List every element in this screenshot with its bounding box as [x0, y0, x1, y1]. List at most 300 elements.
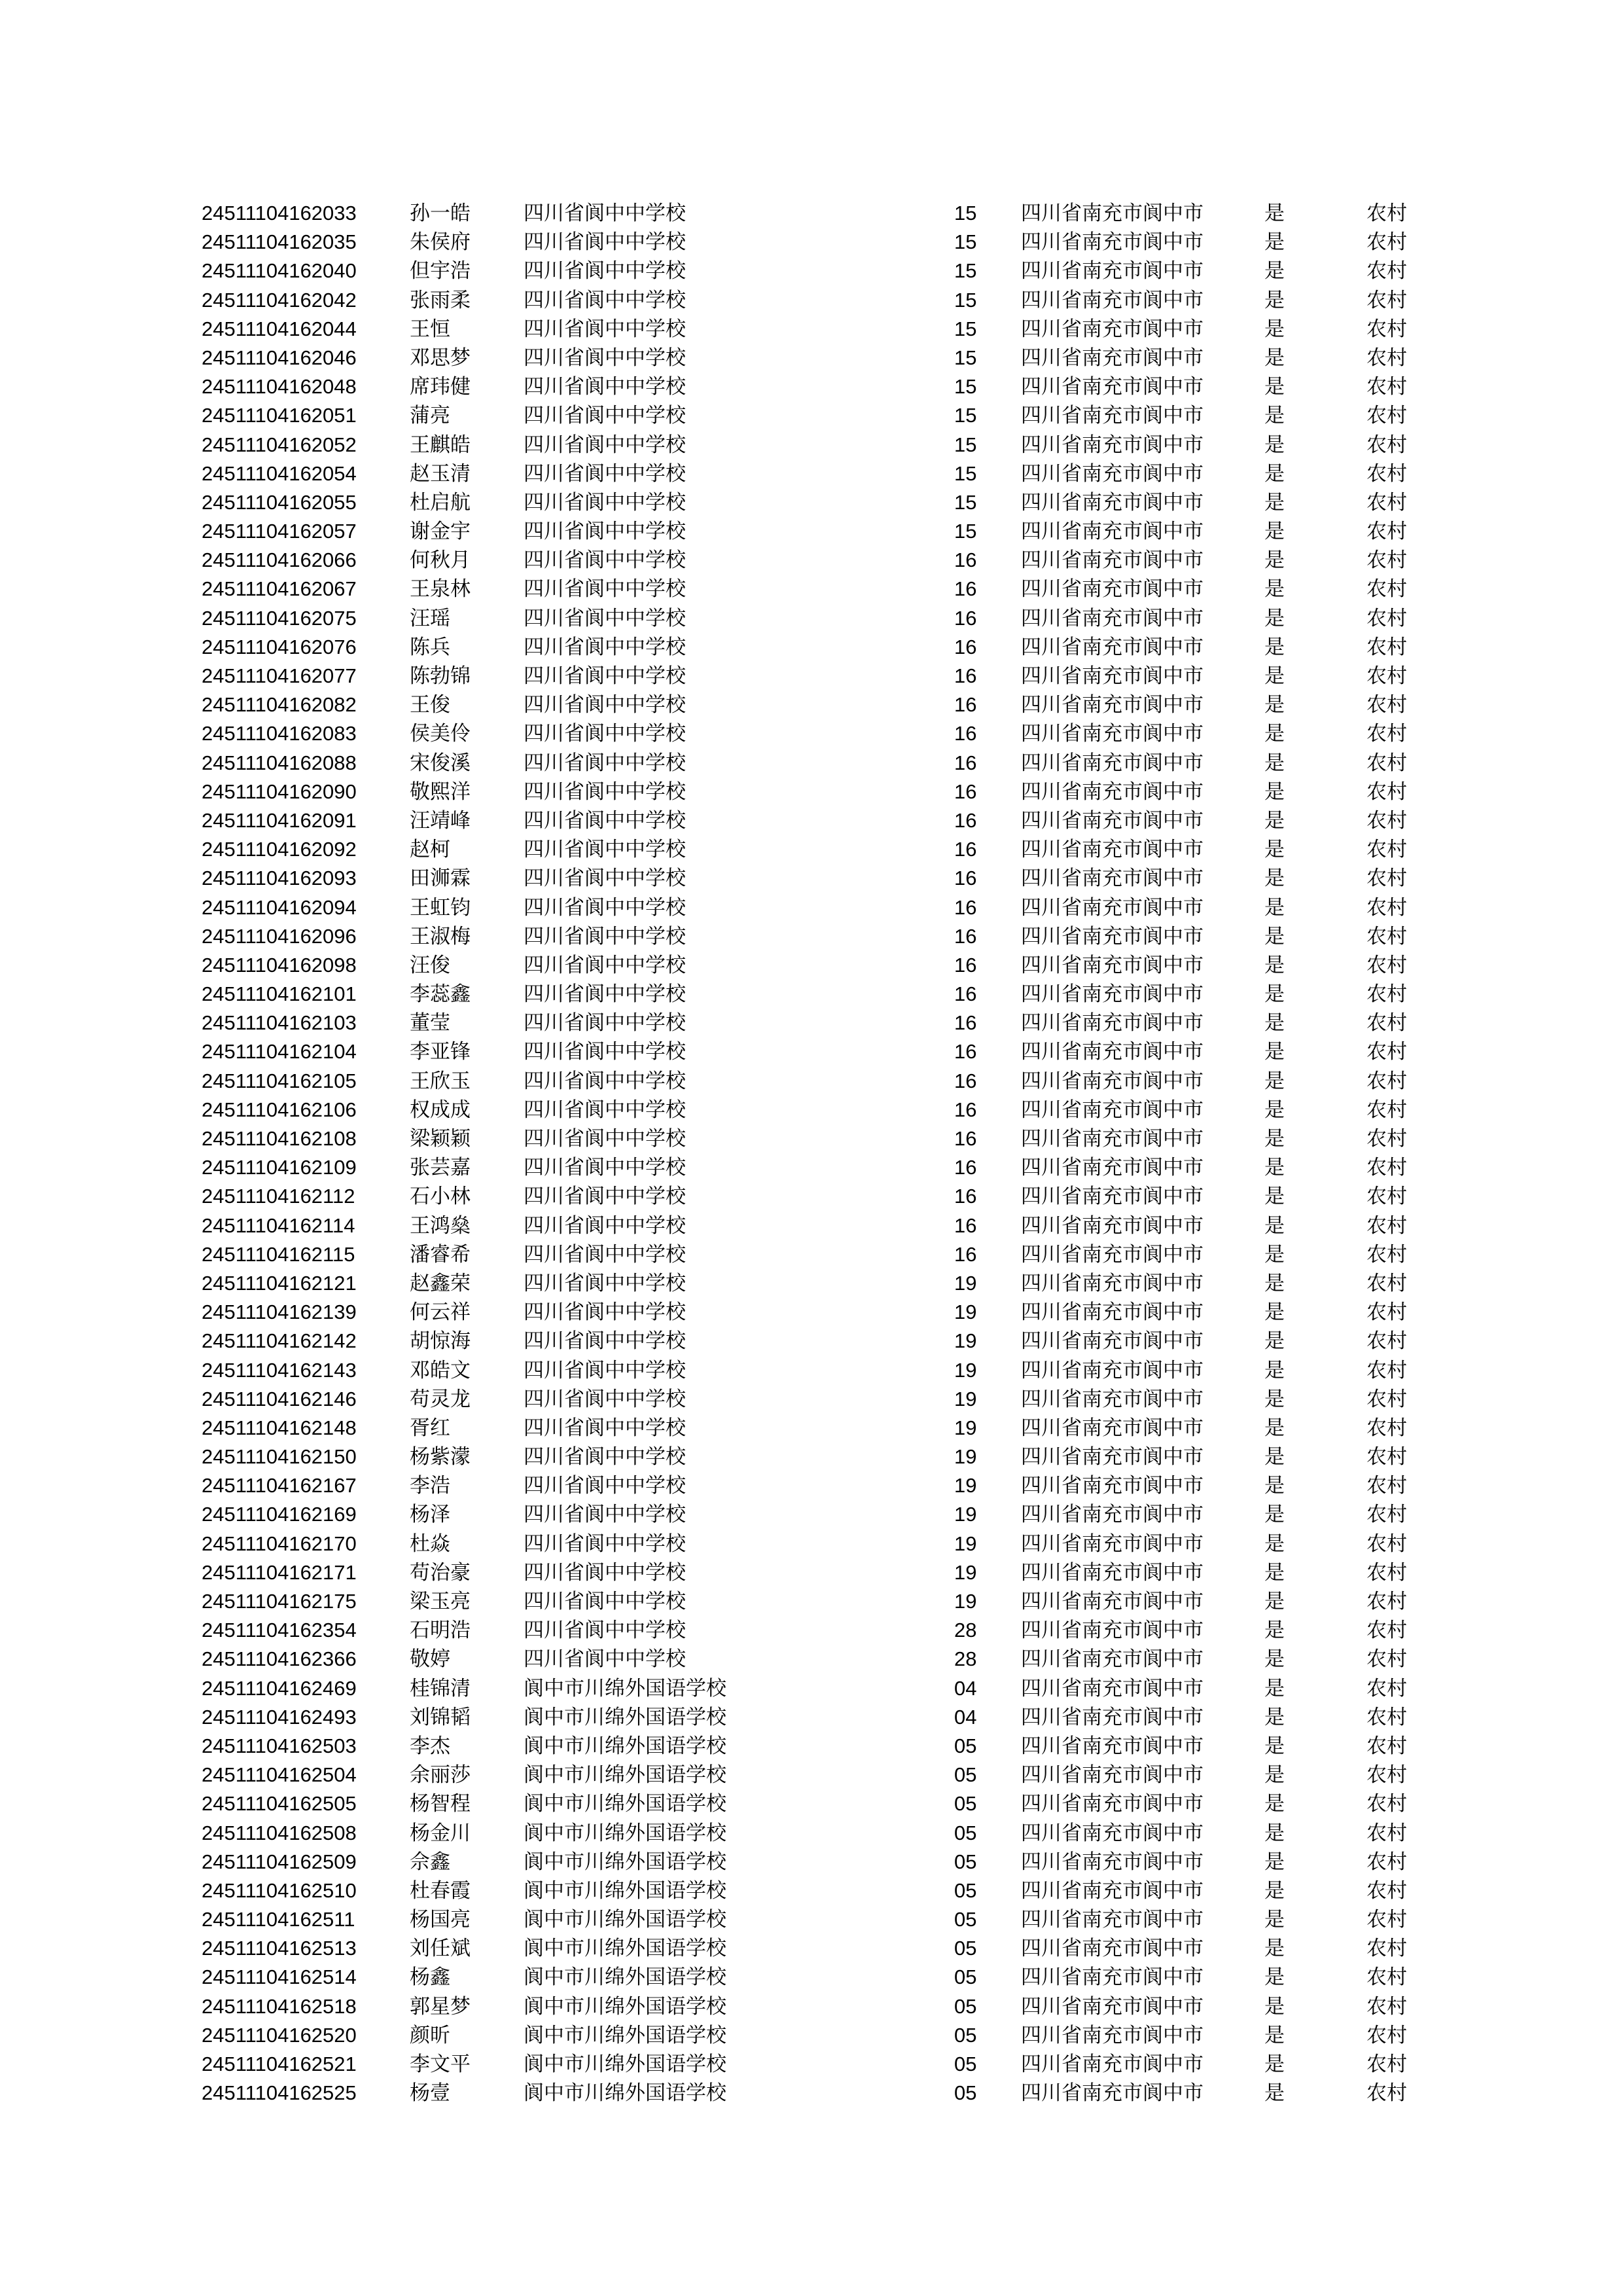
- exam-id-cell: 24511104162493: [202, 1705, 357, 1729]
- residence-type-cell: 农村: [1366, 1908, 1407, 1932]
- student-name-cell: 郭星梦: [410, 1994, 471, 2018]
- flag-cell: 是: [1264, 1850, 1285, 1874]
- region-cell: 四川省南充市阆中市: [1021, 1387, 1204, 1411]
- flag-cell: 是: [1264, 1503, 1285, 1527]
- flag-cell: 是: [1264, 1069, 1285, 1093]
- table-row: [202, 344, 1432, 372]
- student-name-cell: 梁颖颖: [410, 1127, 471, 1151]
- exam-id-cell: 24511104162106: [202, 1098, 357, 1121]
- class-code-cell: 05: [954, 1937, 977, 1960]
- flag-cell: 是: [1264, 1878, 1285, 1903]
- exam-id-cell: 24511104162143: [202, 1358, 357, 1382]
- exam-id-cell: 24511104162505: [202, 1792, 357, 1816]
- school-cell: 四川省阆中中学校: [524, 780, 686, 804]
- class-code-cell: 05: [954, 1734, 977, 1757]
- region-cell: 四川省南充市阆中市: [1021, 1040, 1204, 1064]
- exam-id-cell: 24511104162044: [202, 317, 357, 340]
- exam-id-cell: 24511104162052: [202, 433, 357, 456]
- class-code-cell: 15: [954, 202, 977, 224]
- class-code-cell: 16: [954, 722, 977, 745]
- class-code-cell: 15: [954, 490, 977, 514]
- table-row: [202, 1124, 1432, 1153]
- student-name-cell: 杨泽: [410, 1503, 450, 1527]
- exam-id-cell: 24511104162051: [202, 404, 357, 427]
- student-name-cell: 李文平: [410, 2053, 471, 2076]
- exam-id-cell: 24511104162057: [202, 520, 357, 543]
- school-cell: 四川省阆中中学校: [524, 1213, 686, 1238]
- class-code-cell: 16: [954, 1213, 977, 1237]
- table-row: [202, 951, 1432, 980]
- region-cell: 四川省南充市阆中市: [1021, 1850, 1204, 1874]
- student-name-cell: 潘睿希: [410, 1242, 471, 1266]
- flag-cell: 是: [1264, 606, 1285, 630]
- student-name-cell: 陈兵: [410, 635, 450, 659]
- residence-type-cell: 农村: [1366, 1213, 1407, 1238]
- student-name-cell: 蒲亮: [410, 404, 450, 428]
- school-cell: 四川省阆中中学校: [524, 664, 686, 688]
- table-row: [202, 835, 1432, 864]
- region-cell: 四川省南充市阆中市: [1021, 1474, 1204, 1498]
- table-row: [202, 1182, 1432, 1211]
- residence-type-cell: 农村: [1366, 1185, 1407, 1209]
- table-row: [202, 2021, 1432, 2050]
- region-cell: 四川省南充市阆中市: [1021, 1445, 1204, 1469]
- residence-type-cell: 农村: [1366, 2023, 1407, 2047]
- student-name-cell: 苟灵龙: [410, 1387, 471, 1411]
- table-row: [202, 315, 1432, 344]
- region-cell: 四川省南充市阆中市: [1021, 1416, 1204, 1440]
- table-row: [202, 1703, 1432, 1732]
- exam-id-cell: 24511104162082: [202, 693, 357, 717]
- residence-type-cell: 农村: [1366, 1619, 1407, 1643]
- residence-type-cell: 农村: [1366, 490, 1407, 514]
- table-row: [202, 546, 1432, 575]
- table-row: [202, 1356, 1432, 1385]
- table-row: [202, 228, 1432, 257]
- exam-id-cell: 24511104162511: [202, 1908, 355, 1931]
- flag-cell: 是: [1264, 1387, 1285, 1411]
- table-row: [202, 1067, 1432, 1096]
- residence-type-cell: 农村: [1366, 1734, 1407, 1758]
- flag-cell: 是: [1264, 1560, 1285, 1585]
- residence-type-cell: 农村: [1366, 606, 1407, 630]
- class-code-cell: 16: [954, 635, 977, 658]
- class-code-cell: 15: [954, 317, 977, 340]
- region-cell: 四川省南充市阆中市: [1021, 317, 1204, 341]
- exam-id-cell: 24511104162148: [202, 1416, 357, 1439]
- school-cell: 阆中市川绵外国语学校: [524, 1821, 726, 1845]
- table-row: [202, 1037, 1432, 1066]
- school-cell: 阆中市川绵外国语学校: [524, 1705, 726, 1729]
- table-row: [202, 1009, 1432, 1037]
- student-name-cell: 杨国亮: [410, 1908, 471, 1932]
- table-row: [202, 1096, 1432, 1124]
- student-name-cell: 汪靖峰: [410, 808, 471, 833]
- flag-cell: 是: [1264, 953, 1285, 977]
- table-row: [202, 691, 1432, 719]
- residence-type-cell: 农村: [1366, 953, 1407, 977]
- flag-cell: 是: [1264, 433, 1285, 457]
- school-cell: 四川省阆中中学校: [524, 577, 686, 601]
- region-cell: 四川省南充市阆中市: [1021, 751, 1204, 775]
- school-cell: 阆中市川绵外国语学校: [524, 1850, 726, 1874]
- table-row: [202, 1587, 1432, 1616]
- residence-type-cell: 农村: [1366, 1821, 1407, 1845]
- school-cell: 四川省阆中中学校: [524, 982, 686, 1007]
- residence-type-cell: 农村: [1366, 808, 1407, 833]
- exam-id-cell: 24511104162083: [202, 722, 357, 745]
- flag-cell: 是: [1264, 2023, 1285, 2047]
- flag-cell: 是: [1264, 838, 1285, 862]
- class-code-cell: 16: [954, 577, 977, 601]
- student-name-cell: 邓皓文: [410, 1358, 471, 1382]
- flag-cell: 是: [1264, 1676, 1285, 1700]
- region-cell: 四川省南充市阆中市: [1021, 1069, 1204, 1093]
- residence-type-cell: 农村: [1366, 2053, 1407, 2076]
- class-code-cell: 16: [954, 664, 977, 687]
- exam-id-cell: 24511104162115: [202, 1242, 355, 1266]
- school-cell: 四川省阆中中学校: [524, 1387, 686, 1411]
- school-cell: 四川省阆中中学校: [524, 1185, 686, 1209]
- region-cell: 四川省南充市阆中市: [1021, 953, 1204, 977]
- student-name-cell: 朱侯府: [410, 230, 471, 255]
- school-cell: 四川省阆中中学校: [524, 1358, 686, 1382]
- exam-id-cell: 24511104162040: [202, 259, 357, 283]
- table-row: [202, 372, 1432, 401]
- exam-id-cell: 24511104162103: [202, 1011, 357, 1035]
- region-cell: 四川省南充市阆中市: [1021, 1878, 1204, 1903]
- student-name-cell: 田浉霖: [410, 867, 471, 891]
- flag-cell: 是: [1264, 317, 1285, 341]
- student-name-cell: 桂锦清: [410, 1676, 471, 1700]
- table-row: [202, 459, 1432, 488]
- class-code-cell: 15: [954, 433, 977, 456]
- exam-id-cell: 24511104162514: [202, 1965, 357, 1989]
- student-name-cell: 席玮健: [410, 375, 471, 399]
- residence-type-cell: 农村: [1366, 433, 1407, 457]
- residence-type-cell: 农村: [1366, 1329, 1407, 1354]
- school-cell: 四川省阆中中学校: [524, 1329, 686, 1354]
- residence-type-cell: 农村: [1366, 202, 1407, 225]
- school-cell: 四川省阆中中学校: [524, 548, 686, 573]
- class-code-cell: 16: [954, 924, 977, 948]
- class-code-cell: 16: [954, 1242, 977, 1266]
- flag-cell: 是: [1264, 548, 1285, 573]
- residence-type-cell: 农村: [1366, 1416, 1407, 1440]
- exam-id-cell: 24511104162150: [202, 1445, 357, 1469]
- school-cell: 四川省阆中中学校: [524, 867, 686, 891]
- flag-cell: 是: [1264, 346, 1285, 370]
- school-cell: 四川省阆中中学校: [524, 606, 686, 630]
- exam-id-cell: 24511104162094: [202, 895, 357, 919]
- exam-id-cell: 24511104162088: [202, 751, 357, 774]
- residence-type-cell: 农村: [1366, 1937, 1407, 1961]
- exam-id-cell: 24511104162054: [202, 461, 357, 485]
- flag-cell: 是: [1264, 635, 1285, 659]
- exam-id-cell: 24511104162504: [202, 1763, 357, 1787]
- class-code-cell: 04: [954, 1705, 977, 1729]
- flag-cell: 是: [1264, 1040, 1285, 1064]
- region-cell: 四川省南充市阆中市: [1021, 2023, 1204, 2047]
- flag-cell: 是: [1264, 577, 1285, 601]
- region-cell: 四川省南充市阆中市: [1021, 1098, 1204, 1122]
- class-code-cell: 19: [954, 1590, 977, 1613]
- exam-id-cell: 24511104162098: [202, 953, 357, 977]
- class-code-cell: 16: [954, 1069, 977, 1092]
- class-code-cell: 05: [954, 1850, 977, 1873]
- region-cell: 四川省南充市阆中市: [1021, 433, 1204, 457]
- student-name-cell: 赵柯: [410, 838, 450, 862]
- student-name-cell: 李蕊鑫: [410, 982, 471, 1007]
- residence-type-cell: 农村: [1366, 1965, 1407, 1990]
- school-cell: 阆中市川绵外国语学校: [524, 1878, 726, 1903]
- region-cell: 四川省南充市阆中市: [1021, 2053, 1204, 2076]
- class-code-cell: 15: [954, 375, 977, 399]
- flag-cell: 是: [1264, 1300, 1285, 1325]
- region-cell: 四川省南充市阆中市: [1021, 1185, 1204, 1209]
- flag-cell: 是: [1264, 867, 1285, 891]
- school-cell: 四川省阆中中学校: [524, 1069, 686, 1093]
- class-code-cell: 19: [954, 1474, 977, 1498]
- residence-type-cell: 农村: [1366, 1792, 1407, 1816]
- region-cell: 四川省南充市阆中市: [1021, 1619, 1204, 1643]
- class-code-cell: 15: [954, 288, 977, 312]
- student-name-cell: 谢金宇: [410, 520, 471, 544]
- table-row: [202, 1848, 1432, 1876]
- region-cell: 四川省南充市阆中市: [1021, 461, 1204, 486]
- flag-cell: 是: [1264, 1271, 1285, 1295]
- flag-cell: 是: [1264, 1156, 1285, 1180]
- student-name-cell: 侯美伶: [410, 722, 471, 746]
- flag-cell: 是: [1264, 1994, 1285, 2018]
- school-cell: 四川省阆中中学校: [524, 230, 686, 255]
- student-name-cell: 陈勃锦: [410, 664, 471, 688]
- exam-id-cell: 24511104162104: [202, 1040, 357, 1064]
- residence-type-cell: 农村: [1366, 1647, 1407, 1672]
- class-code-cell: 19: [954, 1532, 977, 1555]
- exam-id-cell: 24511104162139: [202, 1300, 357, 1324]
- class-code-cell: 16: [954, 548, 977, 572]
- table-row: [202, 1558, 1432, 1587]
- student-name-cell: 赵鑫荣: [410, 1271, 471, 1295]
- region-cell: 四川省南充市阆中市: [1021, 346, 1204, 370]
- table-row: [202, 1761, 1432, 1789]
- school-cell: 四川省阆中中学校: [524, 1590, 686, 1613]
- table-row: [202, 1934, 1432, 1963]
- class-code-cell: 16: [954, 982, 977, 1006]
- region-cell: 四川省南充市阆中市: [1021, 1763, 1204, 1787]
- flag-cell: 是: [1264, 490, 1285, 514]
- exam-id-cell: 24511104162142: [202, 1329, 357, 1353]
- student-name-cell: 胡惊海: [410, 1329, 471, 1354]
- student-name-cell: 王俊: [410, 693, 450, 717]
- exam-id-cell: 24511104162121: [202, 1271, 357, 1295]
- region-cell: 四川省南充市阆中市: [1021, 722, 1204, 746]
- exam-id-cell: 24511104162109: [202, 1156, 357, 1179]
- flag-cell: 是: [1264, 1705, 1285, 1729]
- region-cell: 四川省南充市阆中市: [1021, 1271, 1204, 1295]
- school-cell: 四川省阆中中学校: [524, 520, 686, 544]
- school-cell: 阆中市川绵外国语学校: [524, 1908, 726, 1932]
- exam-id-cell: 24511104162520: [202, 2023, 357, 2047]
- school-cell: 四川省阆中中学校: [524, 895, 686, 920]
- flag-cell: 是: [1264, 461, 1285, 486]
- region-cell: 四川省南充市阆中市: [1021, 1994, 1204, 2018]
- exam-id-cell: 24511104162146: [202, 1387, 357, 1410]
- exam-id-cell: 24511104162167: [202, 1474, 357, 1498]
- residence-type-cell: 农村: [1366, 404, 1407, 428]
- class-code-cell: 16: [954, 838, 977, 861]
- flag-cell: 是: [1264, 375, 1285, 399]
- residence-type-cell: 农村: [1366, 1590, 1407, 1613]
- student-name-cell: 王虹钧: [410, 895, 471, 920]
- exam-id-cell: 24511104162035: [202, 230, 357, 254]
- flag-cell: 是: [1264, 1937, 1285, 1961]
- flag-cell: 是: [1264, 1647, 1285, 1672]
- class-code-cell: 05: [954, 1965, 977, 1989]
- student-name-cell: 王泉林: [410, 577, 471, 601]
- flag-cell: 是: [1264, 693, 1285, 717]
- class-code-cell: 16: [954, 1185, 977, 1208]
- class-code-cell: 19: [954, 1560, 977, 1584]
- class-code-cell: 19: [954, 1387, 977, 1410]
- exam-id-cell: 24511104162366: [202, 1647, 357, 1671]
- region-cell: 四川省南充市阆中市: [1021, 230, 1204, 255]
- class-code-cell: 16: [954, 780, 977, 803]
- residence-type-cell: 农村: [1366, 2081, 1407, 2106]
- flag-cell: 是: [1264, 288, 1285, 312]
- residence-type-cell: 农村: [1366, 751, 1407, 775]
- residence-type-cell: 农村: [1366, 461, 1407, 486]
- flag-cell: 是: [1264, 1445, 1285, 1469]
- student-name-cell: 梁玉亮: [410, 1590, 471, 1613]
- school-cell: 四川省阆中中学校: [524, 1300, 686, 1325]
- school-cell: 阆中市川绵外国语学校: [524, 1734, 726, 1758]
- exam-id-cell: 24511104162090: [202, 780, 357, 803]
- residence-type-cell: 农村: [1366, 520, 1407, 544]
- class-code-cell: 28: [954, 1619, 977, 1642]
- residence-type-cell: 农村: [1366, 346, 1407, 370]
- student-name-cell: 王麒皓: [410, 433, 471, 457]
- student-name-cell: 孙一皓: [410, 202, 471, 225]
- school-cell: 阆中市川绵外国语学校: [524, 2081, 726, 2106]
- school-cell: 四川省阆中中学校: [524, 1416, 686, 1440]
- region-cell: 四川省南充市阆中市: [1021, 1011, 1204, 1035]
- residence-type-cell: 农村: [1366, 1358, 1407, 1382]
- table-row: [202, 719, 1432, 748]
- table-row: [202, 488, 1432, 517]
- residence-type-cell: 农村: [1366, 1156, 1407, 1180]
- region-cell: 四川省南充市阆中市: [1021, 1590, 1204, 1613]
- region-cell: 四川省南充市阆中市: [1021, 1734, 1204, 1758]
- exam-id-cell: 24511104162042: [202, 288, 357, 312]
- flag-cell: 是: [1264, 2053, 1285, 2076]
- exam-id-cell: 24511104162033: [202, 202, 357, 224]
- school-cell: 四川省阆中中学校: [524, 1503, 686, 1527]
- residence-type-cell: 农村: [1366, 1532, 1407, 1556]
- residence-type-cell: 农村: [1366, 1994, 1407, 2018]
- student-name-cell: 汪俊: [410, 953, 450, 977]
- class-code-cell: 19: [954, 1358, 977, 1382]
- school-cell: 四川省阆中中学校: [524, 1127, 686, 1151]
- region-cell: 四川省南充市阆中市: [1021, 664, 1204, 688]
- table-row: [202, 980, 1432, 1009]
- region-cell: 四川省南充市阆中市: [1021, 693, 1204, 717]
- student-name-cell: 但宇浩: [410, 259, 471, 283]
- class-code-cell: 16: [954, 1127, 977, 1150]
- residence-type-cell: 农村: [1366, 1878, 1407, 1903]
- exam-id-cell: 24511104162055: [202, 490, 357, 514]
- school-cell: 四川省阆中中学校: [524, 1619, 686, 1643]
- region-cell: 四川省南充市阆中市: [1021, 1300, 1204, 1325]
- student-name-cell: 宋俊溪: [410, 751, 471, 775]
- exam-id-cell: 24511104162513: [202, 1937, 357, 1960]
- exam-id-cell: 24511104162510: [202, 1878, 357, 1902]
- table-row: [202, 806, 1432, 835]
- region-cell: 四川省南充市阆中市: [1021, 490, 1204, 514]
- student-name-cell: 刘任斌: [410, 1937, 471, 1961]
- student-name-cell: 佘鑫: [410, 1850, 450, 1874]
- flag-cell: 是: [1264, 780, 1285, 804]
- class-code-cell: 05: [954, 1792, 977, 1816]
- flag-cell: 是: [1264, 1185, 1285, 1209]
- class-code-cell: 05: [954, 1908, 977, 1931]
- region-cell: 四川省南充市阆中市: [1021, 1792, 1204, 1816]
- region-cell: 四川省南充市阆中市: [1021, 1213, 1204, 1238]
- exam-id-cell: 24511104162091: [202, 808, 357, 832]
- residence-type-cell: 农村: [1366, 1387, 1407, 1411]
- school-cell: 四川省阆中中学校: [524, 490, 686, 514]
- residence-type-cell: 农村: [1366, 1271, 1407, 1295]
- region-cell: 四川省南充市阆中市: [1021, 288, 1204, 312]
- region-cell: 四川省南充市阆中市: [1021, 404, 1204, 428]
- flag-cell: 是: [1264, 1821, 1285, 1845]
- school-cell: 四川省阆中中学校: [524, 1242, 686, 1266]
- region-cell: 四川省南充市阆中市: [1021, 808, 1204, 833]
- exam-id-cell: 24511104162170: [202, 1532, 357, 1555]
- class-code-cell: 16: [954, 693, 977, 717]
- exam-id-cell: 24511104162469: [202, 1676, 357, 1700]
- school-cell: 四川省阆中中学校: [524, 317, 686, 341]
- table-row: [202, 1963, 1432, 1992]
- exam-id-cell: 24511104162048: [202, 375, 357, 399]
- student-name-cell: 李亚锋: [410, 1040, 471, 1064]
- residence-type-cell: 农村: [1366, 375, 1407, 399]
- region-cell: 四川省南充市阆中市: [1021, 1647, 1204, 1672]
- residence-type-cell: 农村: [1366, 1503, 1407, 1527]
- residence-type-cell: 农村: [1366, 982, 1407, 1007]
- school-cell: 四川省阆中中学校: [524, 346, 686, 370]
- region-cell: 四川省南充市阆中市: [1021, 1156, 1204, 1180]
- residence-type-cell: 农村: [1366, 317, 1407, 341]
- region-cell: 四川省南充市阆中市: [1021, 1560, 1204, 1585]
- residence-type-cell: 农村: [1366, 1242, 1407, 1266]
- student-name-cell: 张芸嘉: [410, 1156, 471, 1180]
- table-row: [202, 1443, 1432, 1471]
- flag-cell: 是: [1264, 1763, 1285, 1787]
- residence-type-cell: 农村: [1366, 780, 1407, 804]
- class-code-cell: 16: [954, 606, 977, 630]
- class-code-cell: 15: [954, 461, 977, 485]
- table-row: [202, 1645, 1432, 1674]
- class-code-cell: 05: [954, 2023, 977, 2047]
- flag-cell: 是: [1264, 982, 1285, 1007]
- school-cell: 四川省阆中中学校: [524, 722, 686, 746]
- table-row: [202, 1327, 1432, 1355]
- table-row: [202, 257, 1432, 285]
- region-cell: 四川省南充市阆中市: [1021, 1705, 1204, 1729]
- table-row: [202, 1269, 1432, 1298]
